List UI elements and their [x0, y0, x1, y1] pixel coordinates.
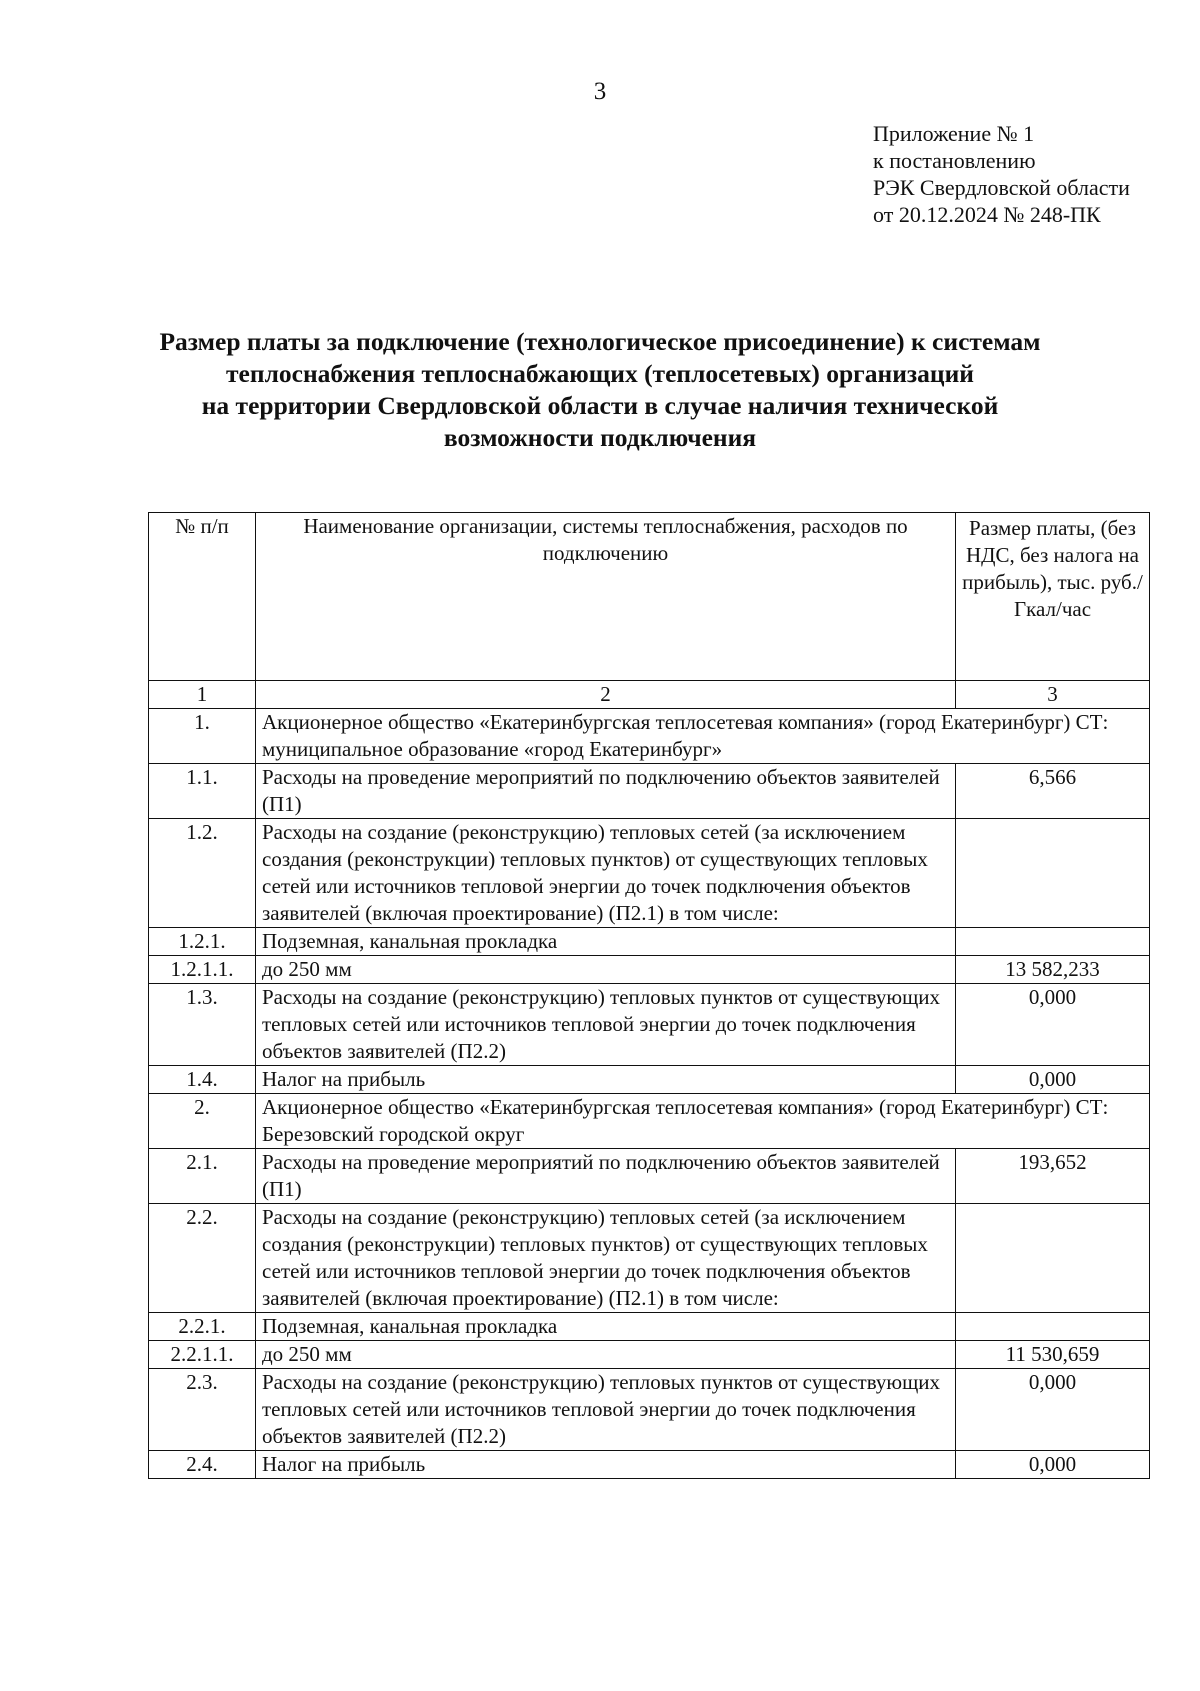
table-row [149, 764, 1150, 819]
header-name: Наименование организации, системы теплоснабжения, расходов по подключению [256, 513, 956, 681]
row-number: 1.2. [149, 819, 256, 928]
appendix-block [873, 120, 1130, 228]
row-number: 1. [149, 709, 256, 764]
column-number: 2 [256, 681, 956, 709]
column-number-row [149, 681, 1150, 709]
table-body [149, 709, 1150, 1479]
row-number: 1.2.1.1. [149, 956, 256, 984]
column-number: 1 [149, 681, 256, 709]
header-number: № п/п [149, 513, 256, 681]
row-value [956, 1313, 1150, 1341]
row-value: 0,000 [956, 1451, 1150, 1479]
appendix-line: от 20.12.2024 № 248-ПК [873, 202, 1101, 227]
row-value: 193,652 [956, 1149, 1150, 1204]
table-row [149, 928, 1150, 956]
row-name: Расходы на проведение мероприятий по подключению объектов заявителей (П1) [256, 1149, 956, 1204]
row-value [956, 1204, 1150, 1313]
row-number: 2.2.1.1. [149, 1341, 256, 1369]
row-value [956, 819, 1150, 928]
row-name: до 250 мм [256, 1341, 956, 1369]
row-name: Расходы на создание (реконструкцию) тепловых сетей (за исключением создания (реконструкции) тепловых пунктов) от существующих тепловых сетей или источников тепловой энергии до точек подключения объектов заявителей (включая проектирование) (П2.1) в том числе: [256, 1204, 956, 1313]
row-name: Акционерное общество «Екатеринбургская теплосетевая компания» (город Екатеринбург) СТ: муниципальное образование «город Екатеринбург» [256, 709, 1150, 764]
document-title [100, 326, 1100, 454]
header-fee: Размер платы, (без НДС, без налога на прибыль), тыс. руб./Гкал/час [956, 513, 1150, 681]
row-name: Налог на прибыль [256, 1451, 956, 1479]
row-name: Подземная, канальная прокладка [256, 1313, 956, 1341]
table-row [149, 956, 1150, 984]
row-number: 1.4. [149, 1066, 256, 1094]
row-value: 6,566 [956, 764, 1150, 819]
row-name: Подземная, канальная прокладка [256, 928, 956, 956]
row-name: Расходы на создание (реконструкцию) тепловых сетей (за исключением создания (реконструкции) тепловых пунктов) от существующих тепловых сетей или источников тепловой энергии до точек подключения объектов заявителей (включая проектирование) (П2.1) в том числе: [256, 819, 956, 928]
row-number: 2.3. [149, 1369, 256, 1451]
table-row [149, 819, 1150, 928]
appendix-line: Приложение № 1 [873, 121, 1035, 146]
row-name: Налог на прибыль [256, 1066, 956, 1094]
row-name: Расходы на создание (реконструкцию) тепловых пунктов от существующих тепловых сетей или источников тепловой энергии до точек подключения объектов заявителей (П2.2) [256, 984, 956, 1066]
row-value: 13 582,233 [956, 956, 1150, 984]
title-line: Размер платы за подключение (технологическое присоединение) к системам [159, 327, 1041, 356]
row-number: 2.1. [149, 1149, 256, 1204]
fee-table [148, 512, 1150, 1479]
appendix-line: к постановлению [873, 148, 1036, 173]
table-row [149, 1451, 1150, 1479]
table-row [149, 1341, 1150, 1369]
row-name: Расходы на создание (реконструкцию) тепловых пунктов от существующих тепловых сетей или источников тепловой энергии до точек подключения объектов заявителей (П2.2) [256, 1369, 956, 1451]
table-header-row [149, 513, 1150, 681]
column-number: 3 [956, 681, 1150, 709]
table-row [149, 984, 1150, 1066]
table-row [149, 1313, 1150, 1341]
row-number: 1.2.1. [149, 928, 256, 956]
row-value: 0,000 [956, 984, 1150, 1066]
title-line: теплоснабжения теплоснабжающих (теплосетевых) организаций [226, 359, 974, 388]
table-row [149, 1204, 1150, 1313]
row-number: 1.3. [149, 984, 256, 1066]
page-number: 3 [593, 78, 607, 105]
table-row [149, 709, 1150, 764]
row-value [956, 928, 1150, 956]
title-line: на территории Свердловской области в случае наличия технической [201, 391, 999, 420]
table-row [149, 1149, 1150, 1204]
appendix-line: РЭК Свердловской области [873, 175, 1130, 200]
row-value: 0,000 [956, 1066, 1150, 1094]
table-row [149, 1066, 1150, 1094]
row-value: 0,000 [956, 1369, 1150, 1451]
table-row [149, 1094, 1150, 1149]
row-number: 2.4. [149, 1451, 256, 1479]
row-number: 2.2.1. [149, 1313, 256, 1341]
row-name: Расходы на проведение мероприятий по подключению объектов заявителей (П1) [256, 764, 956, 819]
row-name: Акционерное общество «Екатеринбургская теплосетевая компания» (город Екатеринбург) СТ: Березовский городской округ [256, 1094, 1150, 1149]
title-line: возможности подключения [443, 423, 757, 452]
row-number: 1.1. [149, 764, 256, 819]
row-number: 2.2. [149, 1204, 256, 1313]
row-number: 2. [149, 1094, 256, 1149]
table-row [149, 1369, 1150, 1451]
row-name: до 250 мм [256, 956, 956, 984]
row-value: 11 530,659 [956, 1341, 1150, 1369]
